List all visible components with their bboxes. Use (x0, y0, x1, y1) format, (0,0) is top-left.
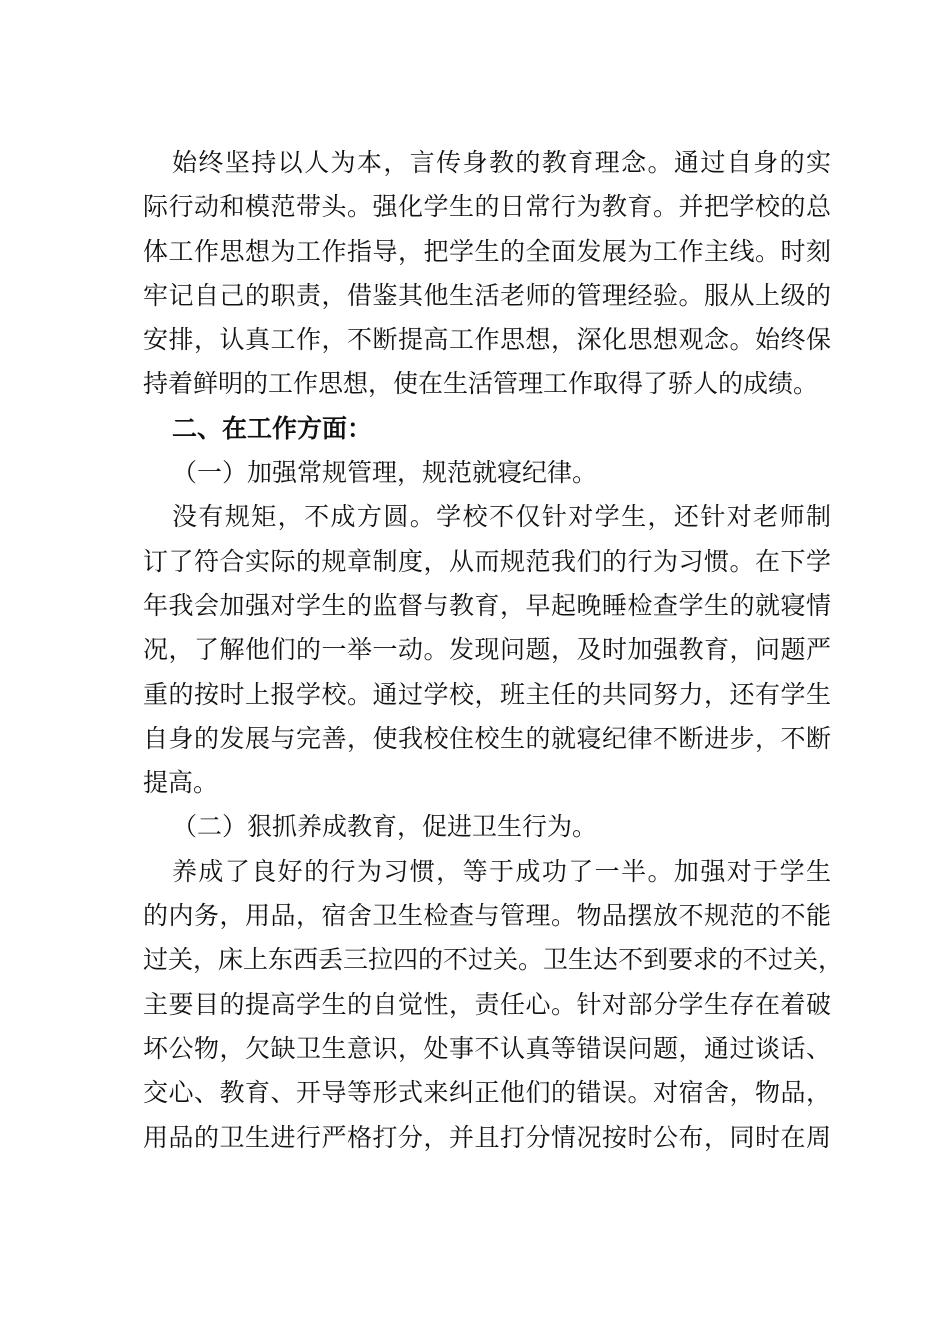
paragraph-line: 始终坚持以人为本，言传身教的教育理念。通过自身的实 (172, 148, 831, 177)
paragraph-line: 用品的卫生进行严格打分，并且打分情况按时公布，同时在周 (143, 1122, 831, 1152)
paragraph-line: 安排，认真工作，不断提高工作思想，深化思想观念。始终保 (143, 325, 831, 355)
paragraph-line: 坏公物，欠缺卫生意识，处事不认真等错误问题，通过谈话、 (143, 1033, 831, 1063)
section-heading: 二、在工作方面： (172, 413, 373, 443)
paragraph-line: 重的按时上报学校。通过学校，班主任的共同努力，还有学生 (143, 679, 831, 709)
paragraph-line: 没有规矩，不成方圆。学校不仅针对学生，还针对老师制 (172, 502, 831, 532)
paragraph-line: 牢记自己的职责，借鉴其他生活老师的管理经验。服从上级的 (143, 280, 831, 310)
paragraph-line: 体工作思想为工作指导，把学生的全面发展为工作主线。时刻 (143, 236, 831, 266)
document-page (143, 141, 844, 1160)
paragraph-line: 际行动和模范带头。强化学生的日常行为教育。并把学校的总 (143, 192, 831, 222)
paragraph-line: 交心、教育、开导等形式来纠正他们的错误。对宿舍，物品， (143, 1078, 831, 1108)
paragraph-line: 养成了良好的行为习惯，等于成功了一半。加强对于学生 (172, 856, 831, 886)
subsection-heading: （二）狠抓养成教育，促进卫生行为。 (172, 812, 598, 842)
paragraph-line: 主要目的提高学生的自觉性，责任心。针对部分学生存在着破 (143, 989, 831, 1019)
paragraph-line: 订了符合实际的规章制度，从而规范我们的行为习惯。在下学 (143, 546, 831, 576)
paragraph-line: 况，了解他们的一举一动。发现问题，及时加强教育，问题严 (143, 635, 831, 665)
subsection-heading: （一）加强常规管理，规范就寝纪律。 (172, 458, 598, 488)
paragraph-line: 过关，床上东西丢三拉四的不过关。卫生达不到要求的不过关， (143, 945, 844, 975)
paragraph-line: 自身的发展与完善，使我校住校生的就寝纪律不断进步，不断 (143, 723, 831, 753)
paragraph-line: 持着鲜明的工作思想，使在生活管理工作取得了骄人的成绩。 (143, 369, 819, 399)
paragraph-line: 提高。 (143, 768, 219, 798)
paragraph-line: 年我会加强对学生的监督与教育，早起晚睡检查学生的就寝情 (143, 590, 831, 620)
paragraph-line: 的内务，用品，宿舍卫生检查与管理。物品摆放不规范的不能 (143, 901, 831, 931)
